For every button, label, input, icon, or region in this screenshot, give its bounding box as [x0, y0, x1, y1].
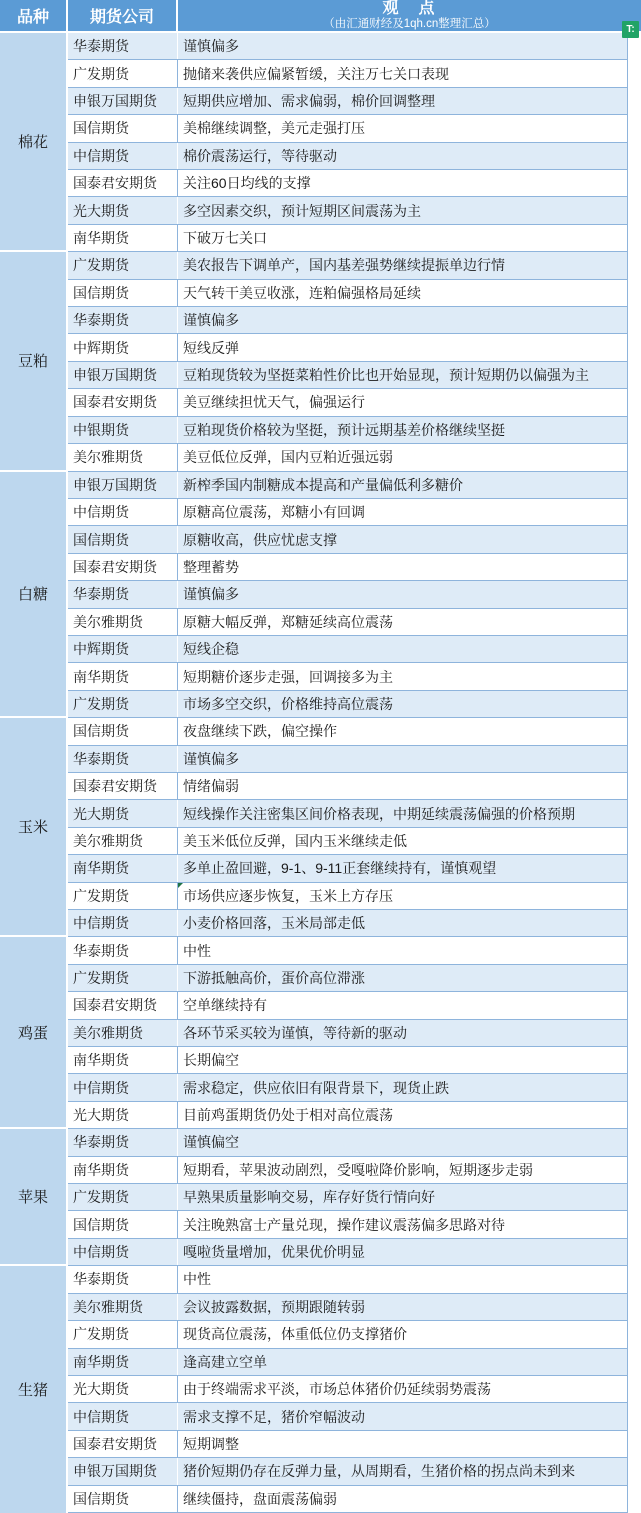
table-row — [68, 1129, 628, 1156]
company-cell: 广发期货 — [68, 965, 178, 991]
viewpoint-cell: 嘎啦货量增加，优果优价明显 — [178, 1239, 628, 1265]
category-cell: 棉花 — [0, 33, 68, 252]
company-cell: 广发期货 — [68, 1321, 178, 1347]
table-row — [68, 307, 628, 334]
viewpoint-cell: 长期偏空 — [178, 1047, 628, 1073]
table-row — [68, 225, 628, 252]
commodity-section — [0, 1266, 641, 1513]
company-cell: 美尔雅期货 — [68, 444, 178, 470]
table-row — [68, 472, 628, 499]
category-cell: 白糖 — [0, 472, 68, 719]
table-row — [68, 800, 628, 827]
viewpoint-cell: 原糖高位震荡，郑糖小有回调 — [178, 499, 628, 525]
section-rows — [68, 252, 628, 471]
company-cell: 华泰期货 — [68, 33, 178, 59]
company-cell: 国泰君安期货 — [68, 389, 178, 415]
table-row — [68, 170, 628, 197]
viewpoint-cell: 由于终端需求平淡，市场总体猪价仍延续弱势震荡 — [178, 1376, 628, 1402]
viewpoint-cell: 谨慎偏多 — [178, 746, 628, 772]
viewpoint-cell: 需求稳定，供应依旧有限背景下，现货止跌 — [178, 1074, 628, 1100]
viewpoint-cell: 猪价短期仍存在反弹力量，从周期看，生猪价格的拐点尚未到来 — [178, 1458, 628, 1484]
table-row — [68, 965, 628, 992]
table-row — [68, 33, 628, 60]
table-row — [68, 362, 628, 389]
table-row — [68, 1047, 628, 1074]
viewpoint-cell: 多单止盈回避，9-1、9-11正套继续持有，谨慎观望 — [178, 855, 628, 881]
viewpoint-cell: 美棉继续调整，美元走强打压 — [178, 115, 628, 141]
table-row — [68, 1211, 628, 1238]
section-rows — [68, 937, 628, 1129]
company-cell: 中信期货 — [68, 143, 178, 169]
company-cell: 国信期货 — [68, 115, 178, 141]
viewpoint-cell: 短线操作关注密集区间价格表现，中期延续震荡偏强的价格预期 — [178, 800, 628, 826]
table-row — [68, 937, 628, 964]
company-cell: 华泰期货 — [68, 1266, 178, 1292]
table-tool-icon[interactable]: T: — [622, 21, 639, 38]
company-cell: 国泰君安期货 — [68, 554, 178, 580]
table-row — [68, 554, 628, 581]
company-cell: 华泰期货 — [68, 746, 178, 772]
company-cell: 美尔雅期货 — [68, 828, 178, 854]
table-row — [68, 855, 628, 882]
section-rows — [68, 472, 628, 719]
category-cell: 生猪 — [0, 1266, 68, 1513]
viewpoint-cell: 谨慎偏多 — [178, 581, 628, 607]
viewpoint-cell: 整理蓄势 — [178, 554, 628, 580]
viewpoint-cell: 会议披露数据，预期跟随转弱 — [178, 1294, 628, 1320]
viewpoint-cell: 美豆低位反弹，国内豆粕近强远弱 — [178, 444, 628, 470]
viewpoint-cell: 短线企稳 — [178, 636, 628, 662]
table-row — [68, 1321, 628, 1348]
viewpoint-cell: 短期看，苹果波动剧烈，受嘎啦降价影响，短期逐步走弱 — [178, 1157, 628, 1183]
viewpoint-cell: 美农报告下调单产，国内基差强势继续提振单边行情 — [178, 252, 628, 278]
table-row — [68, 115, 628, 142]
company-cell: 中辉期货 — [68, 636, 178, 662]
table-row — [68, 143, 628, 170]
company-cell: 中银期货 — [68, 417, 178, 443]
company-cell: 南华期货 — [68, 1047, 178, 1073]
table-row — [68, 773, 628, 800]
section-rows — [68, 1266, 628, 1513]
company-cell: 光大期货 — [68, 1102, 178, 1128]
viewpoint-cell: 下游抵触高价，蛋价高位滞涨 — [178, 965, 628, 991]
company-cell: 光大期货 — [68, 800, 178, 826]
table-row — [68, 252, 628, 279]
cell-corner-marker-icon — [178, 883, 183, 888]
section-rows — [68, 33, 628, 252]
company-cell: 华泰期货 — [68, 937, 178, 963]
category-cell: 鸡蛋 — [0, 937, 68, 1129]
table-header — [0, 0, 641, 33]
viewpoint-cell: 现货高位震荡，体重低位仍支撑猪价 — [178, 1321, 628, 1347]
section-rows — [68, 718, 628, 937]
company-cell: 国泰君安期货 — [68, 1431, 178, 1457]
table-row — [68, 746, 628, 773]
table-row — [68, 197, 628, 224]
table-row — [68, 334, 628, 361]
company-cell: 华泰期货 — [68, 581, 178, 607]
viewpoint-cell: 多空因素交织，预计短期区间震荡为主 — [178, 197, 628, 223]
table-row — [68, 1458, 628, 1485]
company-cell: 中信期货 — [68, 1403, 178, 1429]
viewpoint-cell: 短期供应增加、需求偏弱，棉价回调整理 — [178, 88, 628, 114]
viewpoint-cell: 豆粕现货较为坚挺菜粕性价比也开始显现，预计短期仍以偏强为主 — [178, 362, 628, 388]
table-row — [68, 691, 628, 718]
table-row — [68, 1074, 628, 1101]
table-row — [68, 663, 628, 690]
viewpoint-cell: 中性 — [178, 1266, 628, 1292]
table-row — [68, 1403, 628, 1430]
viewpoint-cell: 豆粕现货价格较为坚挺，预计远期基差价格继续坚挺 — [178, 417, 628, 443]
table-body — [0, 33, 641, 1513]
company-cell: 南华期货 — [68, 225, 178, 251]
viewpoint-cell: 短期糖价逐步走强，回调接多为主 — [178, 663, 628, 689]
company-cell: 华泰期货 — [68, 1129, 178, 1155]
company-cell: 南华期货 — [68, 663, 178, 689]
viewpoint-cell: 关注晚熟富士产量兑现，操作建议震荡偏多思路对待 — [178, 1211, 628, 1237]
table-row — [68, 1431, 628, 1458]
company-cell: 国信期货 — [68, 718, 178, 744]
table-row — [68, 636, 628, 663]
viewpoint-cell: 早熟果质量影响交易，库存好货行情向好 — [178, 1184, 628, 1210]
table-row — [68, 88, 628, 115]
company-cell: 美尔雅期货 — [68, 1294, 178, 1320]
viewpoint-cell: 短期调整 — [178, 1431, 628, 1457]
table-row — [68, 1294, 628, 1321]
company-cell: 中信期货 — [68, 910, 178, 936]
table-row — [68, 1239, 628, 1266]
viewpoint-cell: 逢高建立空单 — [178, 1349, 628, 1375]
viewpoint-cell: 小麦价格回落，玉米局部走低 — [178, 910, 628, 936]
viewpoint-cell: 谨慎偏多 — [178, 307, 628, 333]
table-row — [68, 828, 628, 855]
commodity-section — [0, 937, 641, 1129]
company-cell: 中辉期货 — [68, 334, 178, 360]
viewpoint-cell: 关注60日均线的支撑 — [178, 170, 628, 196]
company-cell: 南华期货 — [68, 855, 178, 881]
header-viewpoint-title: 观 点 — [382, 0, 437, 18]
table-row — [68, 1266, 628, 1293]
table-row — [68, 718, 628, 745]
category-cell: 玉米 — [0, 718, 68, 937]
table-row — [68, 499, 628, 526]
header-variety: 品种 — [0, 0, 68, 31]
viewpoint-cell: 市场供应逐步恢复，玉米上方存压 — [178, 883, 628, 909]
company-cell: 广发期货 — [68, 60, 178, 86]
category-cell: 苹果 — [0, 1129, 68, 1266]
viewpoint-cell: 继续僵持，盘面震荡偏弱 — [178, 1486, 628, 1512]
viewpoint-cell: 夜盘继续下跌，偏空操作 — [178, 718, 628, 744]
viewpoint-cell: 市场多空交织，价格维持高位震荡 — [178, 691, 628, 717]
table-row — [68, 581, 628, 608]
table-row — [68, 1376, 628, 1403]
company-cell: 南华期货 — [68, 1349, 178, 1375]
commodity-section — [0, 1129, 641, 1266]
company-cell: 光大期货 — [68, 197, 178, 223]
viewpoint-cell: 空单继续持有 — [178, 992, 628, 1018]
viewpoint-cell: 棉价震荡运行，等待驱动 — [178, 143, 628, 169]
company-cell: 国泰君安期货 — [68, 170, 178, 196]
viewpoint-cell: 下破万七关口 — [178, 225, 628, 251]
company-cell: 申银万国期货 — [68, 362, 178, 388]
company-cell: 国泰君安期货 — [68, 773, 178, 799]
commodity-section — [0, 33, 641, 252]
company-cell: 广发期货 — [68, 883, 178, 909]
company-cell: 美尔雅期货 — [68, 609, 178, 635]
header-viewpoint — [178, 0, 641, 31]
viewpoint-cell: 天气转干美豆收涨，连粕偏强格局延续 — [178, 280, 628, 306]
company-cell: 申银万国期货 — [68, 1458, 178, 1484]
commodity-section — [0, 718, 641, 937]
viewpoint-cell: 情绪偏弱 — [178, 773, 628, 799]
viewpoint-cell: 谨慎偏空 — [178, 1129, 628, 1155]
table-row — [68, 992, 628, 1019]
viewpoint-cell: 各环节采买较为谨慎，等待新的驱动 — [178, 1020, 628, 1046]
table-row — [68, 526, 628, 553]
company-cell: 国泰君安期货 — [68, 992, 178, 1018]
company-cell: 中信期货 — [68, 499, 178, 525]
viewpoint-cell: 目前鸡蛋期货仍处于相对高位震荡 — [178, 1102, 628, 1128]
commodity-section — [0, 252, 641, 471]
company-cell: 国信期货 — [68, 1211, 178, 1237]
table-row — [68, 280, 628, 307]
viewpoint-cell: 新榨季国内制糖成本提高和产量偏低利多糖价 — [178, 472, 628, 498]
company-cell: 广发期货 — [68, 691, 178, 717]
commodity-section — [0, 472, 641, 719]
table-row — [68, 910, 628, 937]
table-row — [68, 60, 628, 87]
company-cell: 美尔雅期货 — [68, 1020, 178, 1046]
section-rows — [68, 1129, 628, 1266]
viewpoint-cell: 短线反弹 — [178, 334, 628, 360]
viewpoint-cell: 美豆继续担忧天气，偏强运行 — [178, 389, 628, 415]
table-row — [68, 389, 628, 416]
company-cell: 中信期货 — [68, 1074, 178, 1100]
viewpoint-cell: 原糖大幅反弹，郑糖延续高位震荡 — [178, 609, 628, 635]
viewpoint-cell: 美玉米低位反弹，国内玉米继续走低 — [178, 828, 628, 854]
table-row — [68, 883, 628, 910]
viewpoint-cell: 抛储来袭供应偏紧暂缓，关注万七关口表现 — [178, 60, 628, 86]
viewpoint-cell: 中性 — [178, 937, 628, 963]
company-cell: 华泰期货 — [68, 307, 178, 333]
table-row — [68, 1020, 628, 1047]
header-company: 期货公司 — [68, 0, 178, 31]
table-row — [68, 1157, 628, 1184]
company-cell: 光大期货 — [68, 1376, 178, 1402]
table-row — [68, 609, 628, 636]
company-cell: 国信期货 — [68, 526, 178, 552]
viewpoint-cell: 谨慎偏多 — [178, 33, 628, 59]
viewpoint-cell: 需求支撑不足，猪价窄幅波动 — [178, 1403, 628, 1429]
table-row — [68, 1184, 628, 1211]
company-cell: 中信期货 — [68, 1239, 178, 1265]
table-row — [68, 417, 628, 444]
viewpoint-cell: 原糖收高，供应忧虑支撑 — [178, 526, 628, 552]
table-row — [68, 1486, 628, 1513]
company-cell: 广发期货 — [68, 252, 178, 278]
company-cell: 国信期货 — [68, 280, 178, 306]
company-cell: 广发期货 — [68, 1184, 178, 1210]
table-row — [68, 1102, 628, 1129]
header-viewpoint-subtitle: （由汇通财经及1qh.cn整理汇总） — [323, 18, 496, 31]
company-cell: 申银万国期货 — [68, 472, 178, 498]
company-cell: 国信期货 — [68, 1486, 178, 1512]
company-cell: 申银万国期货 — [68, 88, 178, 114]
category-cell: 豆粕 — [0, 252, 68, 471]
table-row — [68, 444, 628, 471]
table-row — [68, 1349, 628, 1376]
company-cell: 南华期货 — [68, 1157, 178, 1183]
